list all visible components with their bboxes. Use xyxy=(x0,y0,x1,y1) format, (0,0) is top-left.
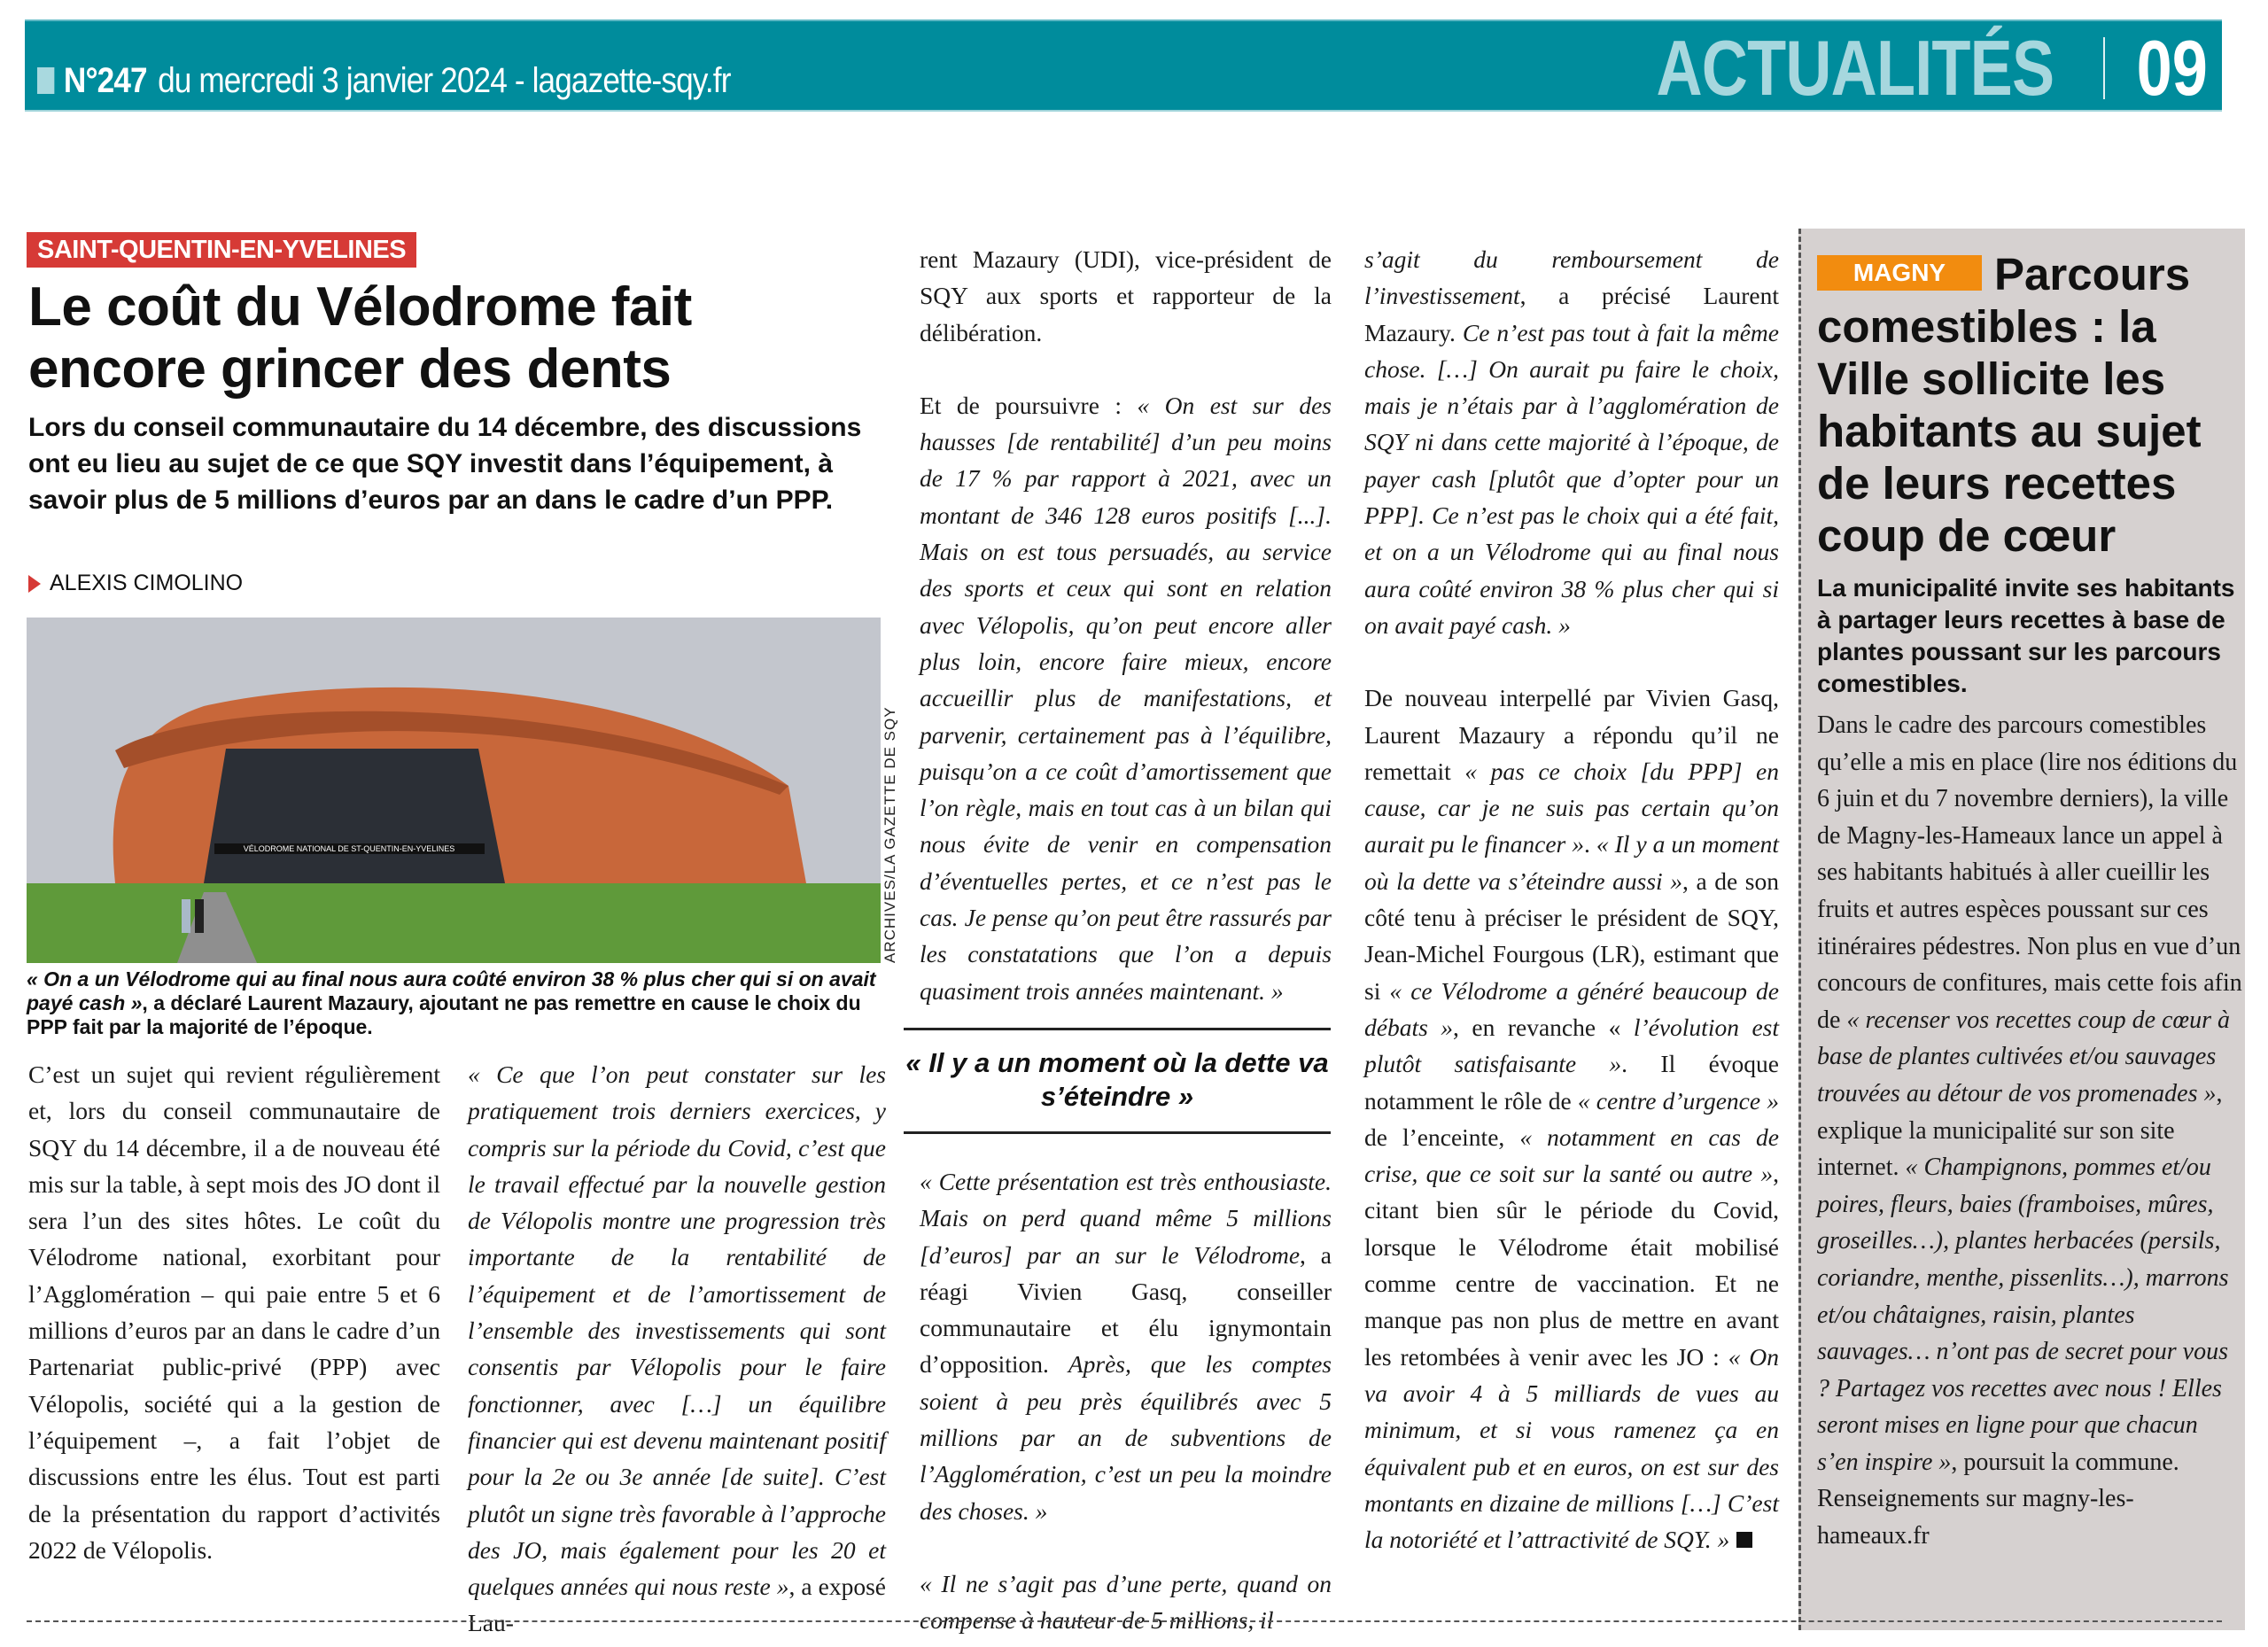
quote: « centre d’urgence » xyxy=(1577,1086,1779,1115)
pedestrian xyxy=(182,899,190,933)
sidebar-body xyxy=(1817,707,2242,1555)
text: De nouveau interpellé par Vivien Gasq, Laurent Mazaury a répondu qu’il ne remettait xyxy=(1364,684,1779,785)
quote: Ce n’est pas tout à fait la même chose. […] On aurait pu faire le choix, mais je n’étais par à l’agglomération de SQY ni dans cette majorité à l’époque, de payer cash [plutôt que d’opter pour un PPP]. Ce n’est pas le choix qui a été fait, et on a un Vélodrome qui au final nous aura coûté environ 38 % plus cher qui si on avait payé cash. » xyxy=(1364,318,1779,639)
paragraph xyxy=(1364,680,1779,1558)
text: Et de poursuivre : xyxy=(920,391,1138,419)
text: , citant bien sûr le période du Covid, lorsque le Vélodrome était mobilisé comme centre de vaccination. Et ne manque pas non plus de mettre en avant les retombées à venir avec les JO : xyxy=(1364,1160,1779,1371)
paragraph: rent Mazaury (UDI), vice-président de SQY aux sports et rapporteur de la délibération. xyxy=(920,245,1332,346)
paragraph xyxy=(468,1056,886,1642)
facade-sign-text: VÉLODROME NATIONAL DE ST-QUENTIN-EN-YVELINES xyxy=(243,844,455,853)
text: , a précisé Laurent Mazaury. xyxy=(1364,282,1779,346)
text: . Il évoque notamment le rôle de xyxy=(1364,1050,1779,1115)
caption-text: , a déclaré Laurent Mazaury, ajoutant ne pas remettre en cause le choix du PPP fait par la majorité de l’époque. xyxy=(27,991,861,1038)
quote: « Ce que l’on peut constater sur les pratiquement trois derniers exercices, y compris sur la période du Covid, c’est que le travail effectué par la nouvelle gestion de Vélopolis montre une progression très importante de la rentabilité de l’équipement et de l’amortissement de l’ensemble des investissements qui sont consentis par Vélopolis pour le faire fonctionner, avec […] un équilibre financier qui est devenu maintenant positif pour la 2e ou 3e année [de suite]. C’est plutôt un signe très favorable à l’approche des JO, mais également pour les 20 et quelques années qui nous reste » xyxy=(468,1060,886,1601)
quote: « notamment en cas de crise, que ce soit sur la santé ou autre » xyxy=(1364,1123,1779,1188)
quote: « Champignons, pommes et/ou poires, fleurs, baies (framboises, mûres, groseilles…), plantes herbacées (persils, coriandre, menthe, pissenlits…), marrons et/ou châtaignes, raisin, plantes sauvages… n’ont pas de secret pour vous ? Partagez vos recettes avec nous ! Elles seront mises en ligne pour que chacun s’en inspire » xyxy=(1817,1154,2229,1476)
velodrome-photo xyxy=(27,618,881,963)
article-column-3-continued xyxy=(920,1163,1332,1639)
page-header xyxy=(25,19,2222,112)
text: de l’enceinte, xyxy=(1364,1123,1520,1151)
article-headline: Le coût du Vélodrome fait encore grincer des dents xyxy=(28,276,692,400)
quote: l’évolution est plutôt satisfaisante » xyxy=(1364,1013,1779,1078)
glass-facade xyxy=(204,749,505,883)
velodrome-illustration xyxy=(27,618,881,963)
sidebar-headline: Parcours comestibles : la Ville sollicite les habitants au sujet de leurs recettes coup de cœur xyxy=(1817,249,2202,561)
paragraph: C’est un sujet qui revient régulièrement et, lors du conseil communautaire de SQY du 14 décembre, il a de nouveau été mis sur la table, à sept mois des JO dont il sera l’un des sites hôtes. Le coût du Vélodrome national, exorbitant pour l’Agglomération – qui paie entre 5 et 6 millions d’euros par an dans le cadre d’un Partenariat public-privé (PPP) avec Vélopolis, société qui a la gestion de l’équipement –, a fait l’objet de discussions entre les élus. Tout est parti de la présentation du rapport d’activités 2022 de Vélopolis. xyxy=(28,1060,440,1564)
byline-arrow-icon xyxy=(28,575,41,593)
quote: s’agit du remboursement de l’investissement xyxy=(1364,245,1779,310)
text: , en revanche « xyxy=(1453,1013,1634,1041)
text: , explique la municipalité sur son site internet. xyxy=(1817,1079,2223,1182)
caption-quote: « On a un Vélodrome qui au final nous aura coûté environ 38 % plus cher qui si on avait payé cash » xyxy=(27,967,876,1014)
article-column-4 xyxy=(1364,241,1779,1558)
issue-date-site: du mercredi 3 janvier 2024 - lagazette-sqy.fr xyxy=(158,60,731,100)
sidebar-standfirst: La municipalité invite ses habitants à partager leurs recettes à base de plantes poussant sur les parcours comestibles. xyxy=(1817,574,2235,697)
paragraph xyxy=(1364,241,1779,643)
page-number: 09 xyxy=(2136,24,2208,112)
photo-credit: ARCHIVES/LA GAZETTE DE SQY xyxy=(882,706,898,963)
section-separator xyxy=(2103,37,2105,99)
article-column-3 xyxy=(920,241,1332,1009)
sidebar-kicker: MAGNY xyxy=(1817,255,1982,291)
article-column-2 xyxy=(468,1056,886,1642)
quote: « On est sur des hausses [de rentabilité] d’un peu moins de 17 % par rapport à 2021, avec un montant de 346 128 euros positifs [...]. Mais on est tous persuadés, au service des sports et ceux qui sont en relation avec Vélopolis, qu’on peut encore aller plus loin, encore faire mieux, encore accueillir plus de manifestations, et parvenir, certainement pas à l’équilibre, puisqu’on a ce coût d’amortissement que l’on règle, mais en tout cas à un bilan qui nous évite de venir en compensation d’éventuelles pertes, et ce n’est pas le cas. Je pense qu’on peut être rassurés par les constatations que l’on a depuis quasiment trois années maintenant. » xyxy=(920,391,1332,1005)
byline-author: ALEXIS CIMOLINO xyxy=(50,571,244,595)
text: . xyxy=(1584,830,1596,858)
issue-info xyxy=(37,60,731,101)
text: Dans le cadre des parcours comestibles qu’elle a mis en place (lire nos éditions du 6 juin et du 7 novembre derniers), la ville de Magny-les-Hameaux lance un appel à ses habitants habitués à aller cueillir les fruits et autres espèces poussant sur ces itinéraires pédestres. Non plus en vue d’un concours de confitures, mais cette fois afin de xyxy=(1817,711,2242,1034)
lawn xyxy=(27,883,881,963)
quote: « Il ne s’agit pas d’une perte, quand on compense à hauteur de 5 millions, il xyxy=(920,1569,1332,1635)
paragraph xyxy=(920,387,1332,1009)
photo-caption xyxy=(27,967,890,1039)
quote: Après, que les comptes soient à peu près équilibrés avec 5 millions par an de subventions de l’Agglomération, c’est un peu la moindre des choses. » xyxy=(920,1350,1332,1525)
article-column-1 xyxy=(28,1056,440,1568)
paragraph xyxy=(920,1163,1332,1529)
pedestrian xyxy=(195,899,204,933)
header-square-icon xyxy=(37,67,54,94)
article-kicker: SAINT-QUENTIN-EN-YVELINES xyxy=(27,232,416,268)
quote: « Il y a un moment où la dette va s’éteindre aussi » xyxy=(1364,830,1779,895)
end-of-article-icon xyxy=(1736,1532,1752,1548)
quote: « ce Vélodrome a généré beaucoup de débats » xyxy=(1364,976,1779,1041)
paragraph xyxy=(920,1565,1332,1639)
text: , poursuit la commune. Renseignements sur magny-les-hameaux.fr xyxy=(1817,1448,2179,1550)
quote: « recenser vos recettes coup de cœur à base de plantes cultivées et/ou sauvages trouvées au détour de vos promenades » xyxy=(1817,1006,2231,1107)
quote: « On va avoir 4 à 5 milliards de vues au minimum, et si vous ramenez ça en équivalent pub et en euros, on est sur des montants en dizaine de millions […] C’est la notoriété et l’attractivité de SQY. » xyxy=(1364,1342,1779,1554)
section-title: ACTUALITÉS xyxy=(1656,24,2054,112)
text: , a de son côté tenu à préciser le président de SQY, Jean-Michel Fourgous (LR), estimant que si xyxy=(1364,866,1779,1005)
quote: « pas ce choix [du PPP] en cause, car je ne suis pas certain qu’on aurait pu le financer » xyxy=(1364,757,1779,858)
issue-number: N°247 xyxy=(63,60,147,100)
pull-quote: « Il y a un moment où la dette va s’éteindre » xyxy=(904,1028,1331,1134)
byline xyxy=(28,571,243,596)
bottom-dashed-rule xyxy=(27,1620,2222,1622)
sidebar-article xyxy=(1798,229,2245,1630)
attribution: , a exposé Lau- xyxy=(468,1573,886,1637)
quote: « Cette présentation est très enthousiaste. Mais on perd quand même 5 millions [d’euros] par an sur le Vélodrome xyxy=(920,1168,1332,1269)
article-standfirst: Lors du conseil communautaire du 14 décembre, des discussions ont eu lieu au sujet de ce que SQY investit dans l’équipement, à savoir plus de 5 millions d’euros par an dans le cadre d’un PPP. xyxy=(28,413,862,515)
text: , a réagi Vivien Gasq, conseiller communautaire et élu ignymontain d’opposition. xyxy=(920,1240,1332,1379)
